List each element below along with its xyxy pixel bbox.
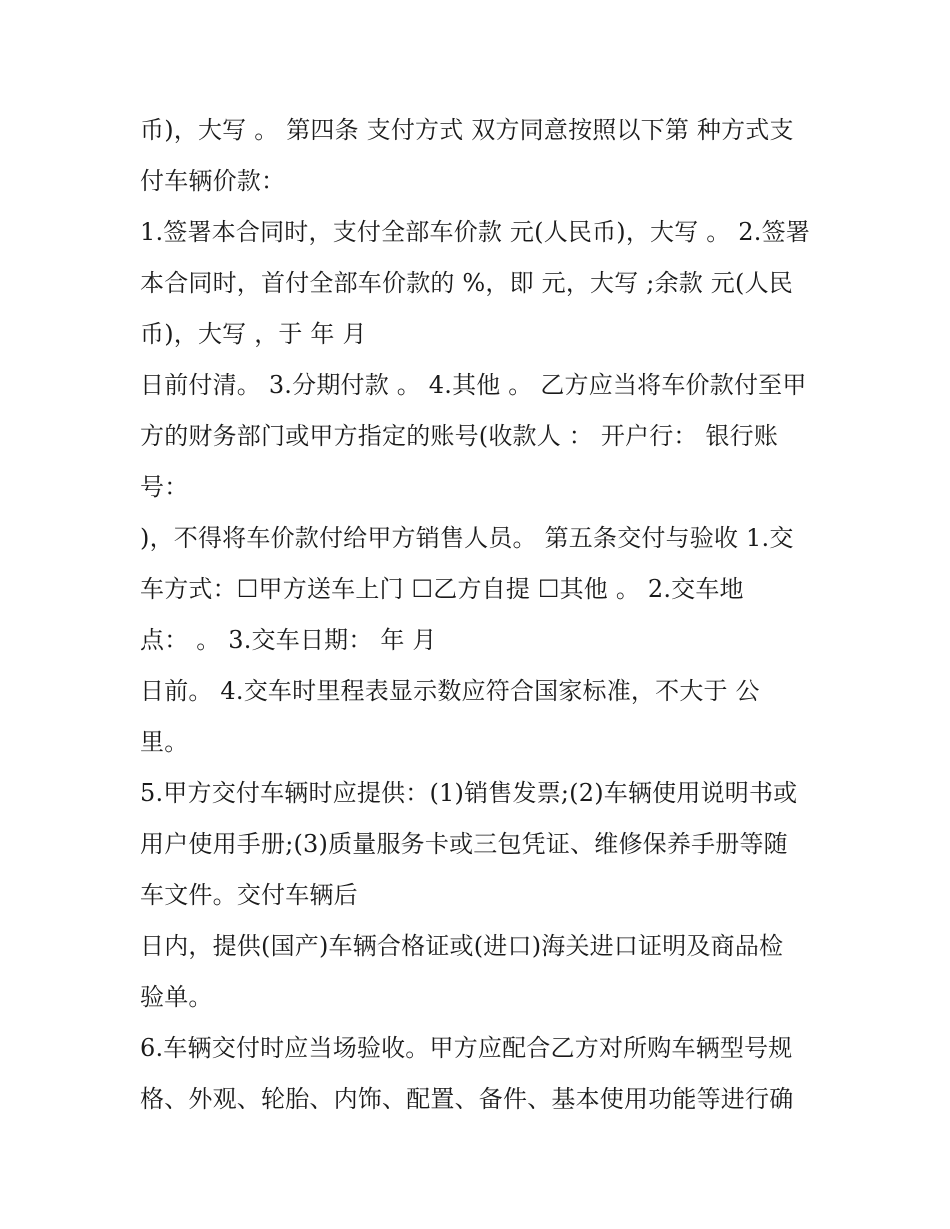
text-line: 1.签署本合同时，支付全部车价款 元(人民币)，大写 。 2.签署 — [140, 218, 811, 246]
text-line: 币)，大写 。 第四条 支付方式 双方同意按照以下第 种方式支 — [140, 116, 794, 144]
text-line: 里。 — [140, 728, 189, 756]
text-line: 5.甲方交付车辆时应提供：(1)销售发票;(2)车辆使用说明书或 — [140, 779, 798, 807]
text-line: 日内，提供(国产)车辆合格证或(进口)海关进口证明及商品检 — [140, 932, 784, 960]
text-line: )，不得将车价款付给甲方销售人员。 第五条交付与验收 1.交 — [140, 524, 794, 552]
text-line: 车方式：☐甲方送车上门 ☐乙方自提 ☐其他 。 2.交车地 — [140, 575, 744, 603]
text-line: 号： — [140, 473, 189, 501]
text-line: 验单。 — [140, 983, 213, 1011]
text-line: 格、外观、轮胎、内饰、配置、备件、基本使用功能等进行确 — [140, 1085, 794, 1113]
text-line: 方的财务部门或甲方指定的账号(收款人 ： 开户行： 银行账 — [140, 422, 779, 450]
document-body — [140, 105, 820, 1125]
text-line: 6.车辆交付时应当场验收。甲方应配合乙方对所购车辆型号规 — [140, 1034, 793, 1062]
text-line: 付车辆价款： — [140, 167, 286, 195]
text-line: 币)，大写 ，于 年 月 — [140, 320, 367, 348]
text-line: 日前。 4.交车时里程表显示数应符合国家标准，不大于 公 — [140, 677, 760, 705]
text-line: 本合同时，首付全部车价款的 %，即 元，大写 ;余款 元(人民 — [140, 269, 793, 297]
text-line: 日前付清。 3.分期付款 。 4.其他 。 乙方应当将车价款付至甲 — [140, 371, 807, 399]
text-line: 用户使用手册;(3)质量服务卡或三包凭证、维修保养手册等随 — [140, 830, 788, 858]
text-line: 点： 。 3.交车日期： 年 月 — [140, 626, 437, 654]
text-line: 车文件。交付车辆后 — [140, 881, 358, 909]
